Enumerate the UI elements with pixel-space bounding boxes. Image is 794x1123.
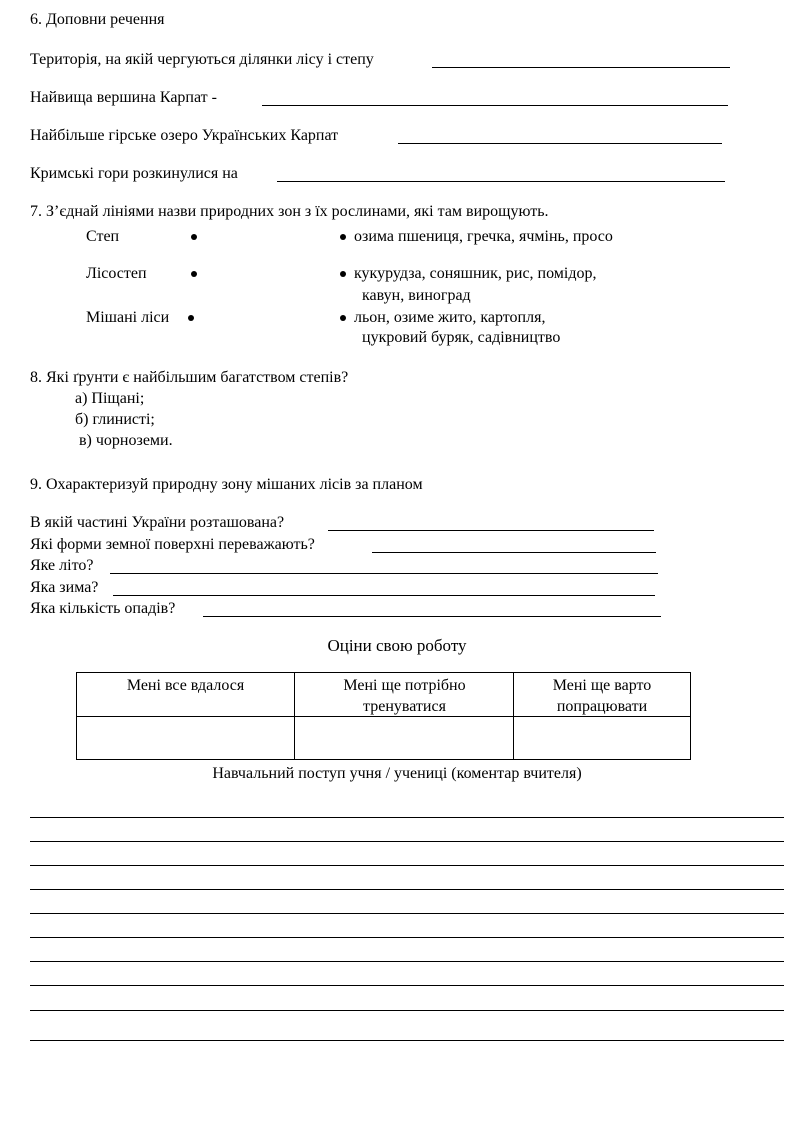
q6-answer-line-3[interactable] bbox=[398, 143, 722, 144]
comment-line[interactable] bbox=[30, 841, 784, 842]
q7-plant-2-dot[interactable] bbox=[340, 271, 346, 277]
table-header-2: Мені ще потрібно тренуватися bbox=[343, 677, 466, 715]
teacher-comment-title: Навчальний поступ учня / учениці (коментар вчителя) bbox=[212, 765, 582, 782]
table-cell-2[interactable] bbox=[295, 717, 513, 759]
q6-answer-line-1[interactable] bbox=[432, 67, 730, 68]
q7-plant-2-line2: кавун, виноград bbox=[362, 287, 471, 304]
comment-line[interactable] bbox=[30, 865, 784, 866]
q7-plant-3-line2: цукровий буряк, садівництво bbox=[362, 329, 561, 346]
q6-title: 6. Доповни речення bbox=[30, 11, 165, 28]
self-assessment-title: Оціни свою роботу bbox=[327, 636, 467, 655]
q7-plant-3-line1: льон, озиме жито, картопля, bbox=[354, 309, 546, 326]
q7-plant-1-line1: озима пшениця, гречка, ячмінь, просо bbox=[354, 228, 613, 245]
q6-item-1: Територія, на якій чергуються ділянки лісу і степу bbox=[30, 51, 374, 68]
q9-item-1: В якій частині України розташована? bbox=[30, 514, 285, 531]
q7-plant-2-line1: кукурудза, соняшник, рис, помідор, bbox=[354, 265, 597, 282]
q7-zone-2-dot[interactable] bbox=[191, 271, 197, 277]
q7-zone-3-dot[interactable] bbox=[188, 315, 194, 321]
q8-option-b[interactable]: б) глинисті; bbox=[75, 411, 155, 428]
q9-item-3: Яке літо? bbox=[30, 557, 94, 574]
q7-title: 7. З’єднай лініями назви природних зон з їх рослинами, які там вирощують. bbox=[30, 203, 549, 220]
comment-line[interactable] bbox=[30, 817, 784, 818]
q7-zone-1-dot[interactable] bbox=[191, 234, 197, 240]
q9-answer-line-2[interactable] bbox=[372, 552, 656, 553]
table-border-right bbox=[690, 672, 691, 760]
q7-plant-3-dot[interactable] bbox=[340, 315, 346, 321]
q8-title: 8. Які ґрунти є найбільшим багатством степів? bbox=[30, 369, 349, 386]
comment-line[interactable] bbox=[30, 1040, 784, 1041]
q8-option-a[interactable]: а) Піщані; bbox=[75, 390, 145, 407]
q6-item-4: Кримські гори розкинулися на bbox=[30, 165, 238, 182]
table-header-1: Мені все вдалося bbox=[126, 677, 245, 694]
q7-zone-1: Степ bbox=[86, 228, 120, 245]
q9-answer-line-1[interactable] bbox=[328, 530, 654, 531]
table-border-bottom bbox=[76, 759, 690, 760]
table-cell-1[interactable] bbox=[77, 717, 294, 759]
comment-line[interactable] bbox=[30, 937, 784, 938]
q9-answer-line-4[interactable] bbox=[113, 595, 655, 596]
q9-answer-line-5[interactable] bbox=[203, 616, 661, 617]
q7-zone-3: Мішані ліси bbox=[86, 309, 170, 326]
q9-answer-line-3[interactable] bbox=[110, 573, 658, 574]
comment-line[interactable] bbox=[30, 985, 784, 986]
q9-item-5: Яка кількість опадів? bbox=[30, 600, 176, 617]
q6-item-3: Найбільше гірське озеро Українських Карпат bbox=[30, 127, 339, 144]
q9-item-4: Яка зима? bbox=[30, 579, 99, 596]
table-header-3: Мені ще варто попрацювати bbox=[552, 677, 652, 715]
comment-line[interactable] bbox=[30, 961, 784, 962]
q6-item-2: Найвища вершина Карпат - bbox=[30, 89, 217, 106]
table-border-top bbox=[76, 672, 690, 673]
q9-title: 9. Охарактеризуй природну зону мішаних лісів за планом bbox=[30, 476, 423, 493]
comment-line[interactable] bbox=[30, 913, 784, 914]
q6-answer-line-2[interactable] bbox=[262, 105, 728, 106]
q7-plant-1-dot[interactable] bbox=[340, 234, 346, 240]
q6-answer-line-4[interactable] bbox=[277, 181, 725, 182]
table-cell-3[interactable] bbox=[514, 717, 690, 759]
comment-line[interactable] bbox=[30, 889, 784, 890]
q9-item-2: Які форми земної поверхні переважають? bbox=[30, 536, 315, 553]
q7-zone-2: Лісостеп bbox=[86, 265, 147, 282]
comment-line[interactable] bbox=[30, 1010, 784, 1011]
q8-option-c[interactable]: в) чорноземи. bbox=[79, 432, 173, 449]
